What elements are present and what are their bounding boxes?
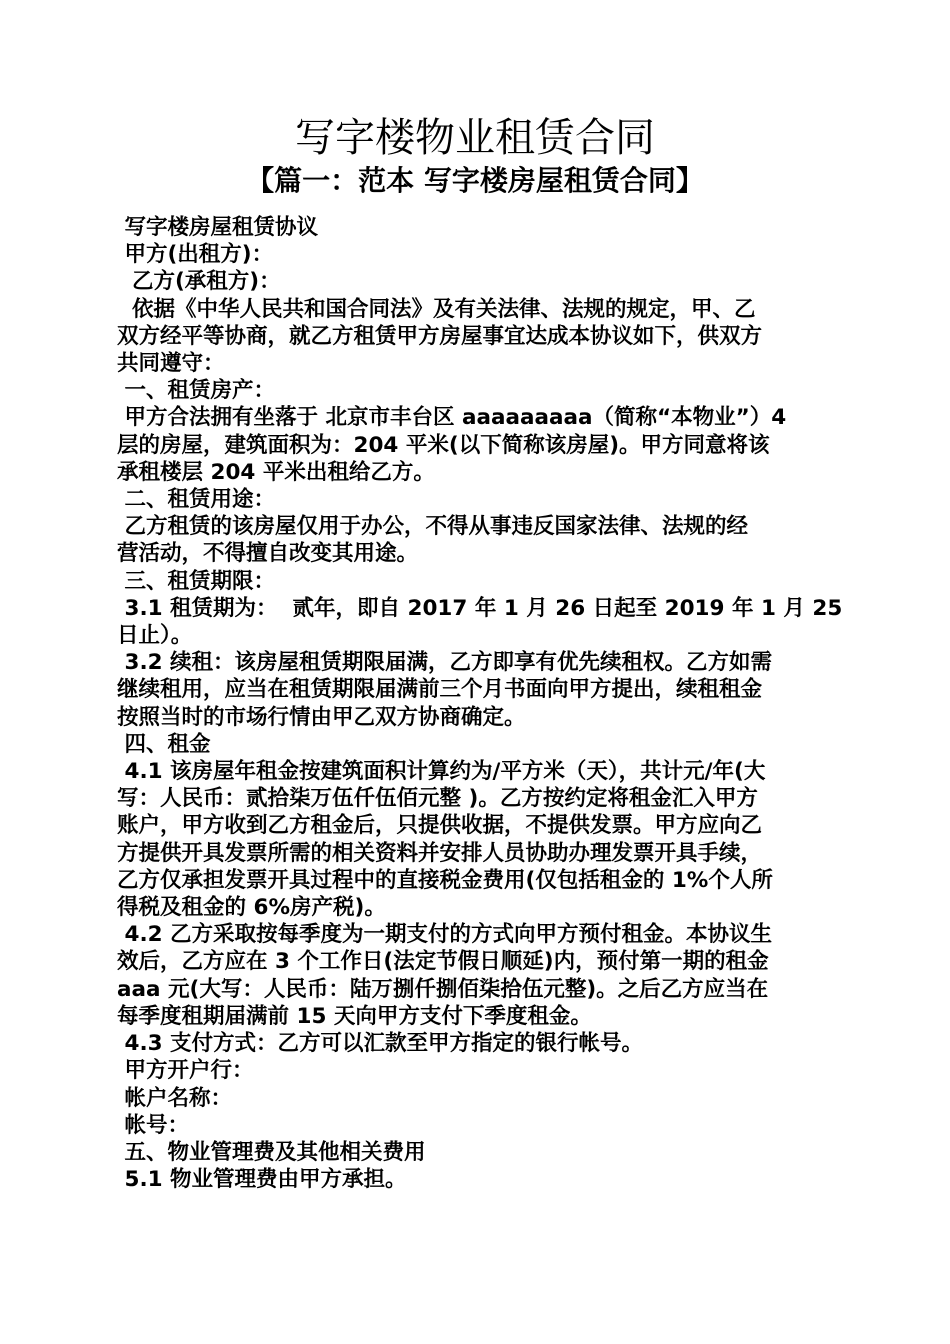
- section-heading-rent: 四、租金: [117, 731, 211, 757]
- section-heading-term: 三、租赁期限：: [117, 568, 275, 594]
- clause-3-1-line: 日止）。: [117, 623, 193, 649]
- account-name-label: 帐户名称：: [117, 1085, 232, 1111]
- document-body: [117, 214, 843, 1193]
- document-subtitle: 【篇一：范本 写字楼房屋租赁合同】: [246, 164, 704, 197]
- clause-4-1-line: 写：人民币：贰拾柒万伍仟伍佰元整 )。乙方按约定将租金汇入甲方: [117, 786, 758, 812]
- paragraph-line: 层的房屋，建筑面积为：204 平米(以下简称该房屋)。甲方同意将该: [117, 432, 770, 458]
- heading-agreement: 写字楼房屋租赁协议: [117, 215, 318, 240]
- clause-4-2-line: aaa 元(大写：人民币：陆万捌仟捌佰柒拾伍元整)。之后乙方应当在: [117, 976, 769, 1002]
- clause-5-1-line: 5.1 物业管理费由甲方承担。: [117, 1167, 407, 1193]
- clause-4-1-line: 方提供开具发票所需的相关资料并安排人员协助办理发票开具手续，: [117, 840, 763, 866]
- clause-4-1-line: 乙方仅承担发票开具过程中的直接税金费用(仅包括租金的 1%个人所: [117, 867, 773, 893]
- clause-3-1-line: 3.1 租赁期为： 贰年，即自 2017 年 1 月 26 日起至 2019 年 1 月 25: [117, 595, 843, 621]
- section-heading-property: 一、租赁房产：: [117, 378, 275, 404]
- party-a-label: 甲方(出租方)：: [117, 242, 274, 268]
- clause-4-2-line: 每季度租期届满前 15 天向甲方支付下季度租金。: [117, 1003, 592, 1029]
- paragraph-line: 营活动，不得擅自改变其用途。: [117, 541, 419, 567]
- clause-3-2-line: 继续租用，应当在租赁期限届满前三个月书面向甲方提出，续租租金: [117, 677, 763, 703]
- clause-4-1-line: 4.1 该房屋年租金按建筑面积计算约为/平方米（天），共计元/年(大: [117, 759, 766, 785]
- party-b-label: 乙方(承租方)：: [117, 269, 281, 295]
- document-title: 写字楼物业租赁合同: [295, 115, 655, 161]
- section-heading-usage: 二、租赁用途：: [117, 487, 275, 513]
- clause-4-1-line: 账户，甲方收到乙方租金后，只提供收据，不提供发票。甲方应向乙: [117, 813, 763, 839]
- paragraph-line: 承租楼层 204 平米出租给乙方。: [117, 459, 435, 485]
- paragraph-line: 甲方合法拥有坐落于 北京市丰台区 aaaaaaaaa（简称“本物业”）4: [117, 405, 787, 431]
- clause-3-2-line: 按照当时的市场行情由甲乙双方协商确定。: [117, 704, 526, 730]
- clause-4-2-line: 4.2 乙方采取按每季度为一期支付的方式向甲方预付租金。本协议生: [117, 922, 773, 948]
- preamble-line: 依据《中华人民共和国合同法》及有关法律、法规的规定，甲、乙: [117, 296, 756, 322]
- account-number-label: 帐号：: [117, 1112, 189, 1138]
- clause-4-3-line: 4.3 支付方式：乙方可以汇款至甲方指定的银行帐号。: [117, 1031, 644, 1057]
- clause-4-1-line: 得税及租金的 6%房产税)。: [117, 895, 386, 921]
- preamble-line: 双方经平等协商，就乙方租赁甲方房屋事宜达成本协议如下，供双方: [117, 323, 763, 349]
- clause-3-2-line: 3.2 续租：该房屋租赁期限届满，乙方即享有优先续租权。乙方如需: [117, 650, 773, 676]
- clause-4-2-line: 效后，乙方应在 3 个工作日(法定节假日顺延)内，预付第一期的租金: [117, 949, 769, 975]
- section-heading-fees: 五、物业管理费及其他相关费用: [117, 1139, 426, 1165]
- paragraph-line: 乙方租赁的该房屋仅用于办公，不得从事违反国家法律、法规的经: [117, 514, 748, 540]
- preamble-line: 共同遵守：: [117, 351, 225, 377]
- bank-label: 甲方开户行：: [117, 1058, 254, 1084]
